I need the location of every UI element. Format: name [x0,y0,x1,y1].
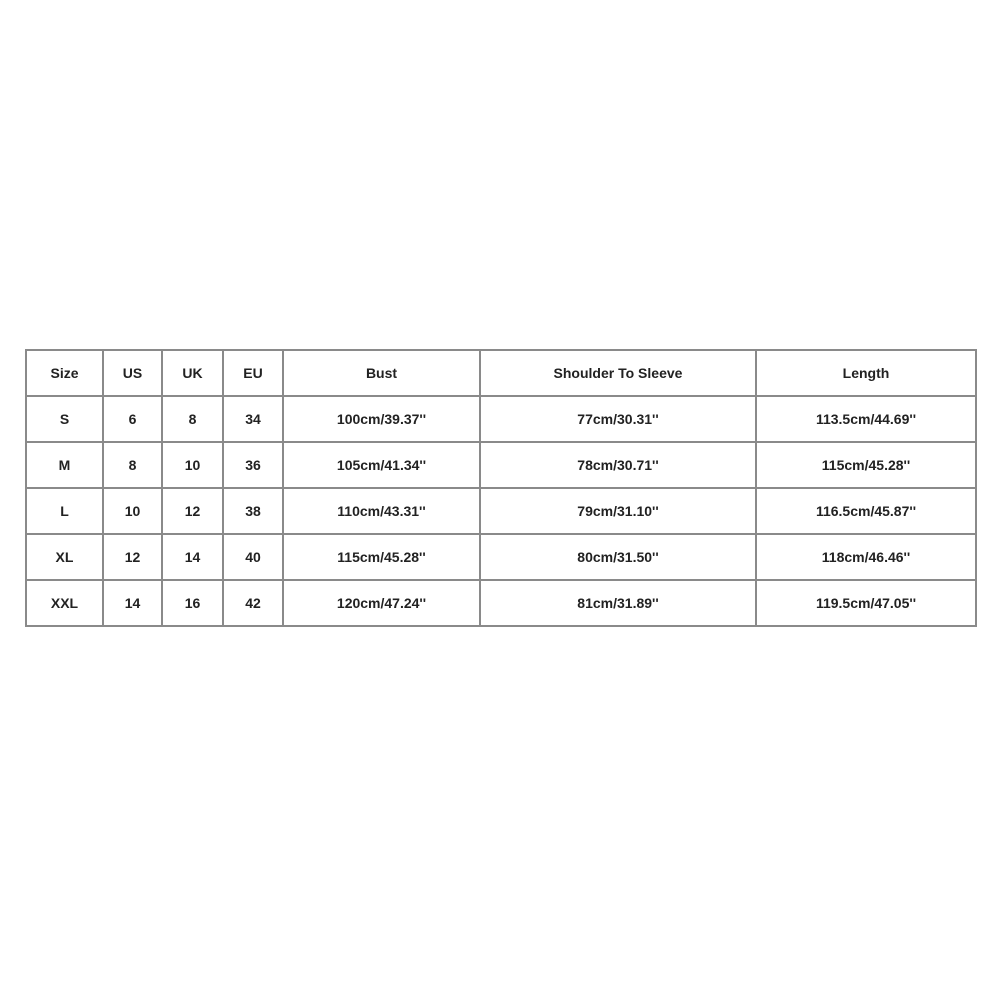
cell-uk: 14 [162,534,223,580]
cell-length: 116.5cm/45.87'' [756,488,976,534]
cell-us: 8 [103,442,162,488]
table-header-row [26,350,976,396]
cell-length: 118cm/46.46'' [756,534,976,580]
cell-length: 119.5cm/47.05'' [756,580,976,626]
cell-uk: 12 [162,488,223,534]
header-eu: EU [223,350,283,396]
header-uk: UK [162,350,223,396]
table-row [26,396,976,442]
cell-us: 14 [103,580,162,626]
cell-us: 6 [103,396,162,442]
header-bust: Bust [283,350,480,396]
table-row [26,580,976,626]
table-row [26,442,976,488]
header-length: Length [756,350,976,396]
cell-uk: 16 [162,580,223,626]
cell-shoulder-to-sleeve: 77cm/30.31'' [480,396,756,442]
header-us: US [103,350,162,396]
cell-size: S [26,396,103,442]
cell-us: 10 [103,488,162,534]
cell-bust: 115cm/45.28'' [283,534,480,580]
table-row [26,488,976,534]
cell-shoulder-to-sleeve: 81cm/31.89'' [480,580,756,626]
cell-shoulder-to-sleeve: 80cm/31.50'' [480,534,756,580]
cell-size: M [26,442,103,488]
cell-eu: 42 [223,580,283,626]
cell-size: L [26,488,103,534]
cell-shoulder-to-sleeve: 79cm/31.10'' [480,488,756,534]
cell-eu: 36 [223,442,283,488]
cell-length: 113.5cm/44.69'' [756,396,976,442]
cell-uk: 10 [162,442,223,488]
size-chart-table [25,349,977,627]
cell-size: XXL [26,580,103,626]
cell-bust: 105cm/41.34'' [283,442,480,488]
table-row [26,534,976,580]
cell-eu: 34 [223,396,283,442]
cell-shoulder-to-sleeve: 78cm/30.71'' [480,442,756,488]
cell-us: 12 [103,534,162,580]
cell-bust: 110cm/43.31'' [283,488,480,534]
cell-bust: 120cm/47.24'' [283,580,480,626]
header-size: Size [26,350,103,396]
cell-eu: 38 [223,488,283,534]
cell-length: 115cm/45.28'' [756,442,976,488]
cell-uk: 8 [162,396,223,442]
header-shoulder-to-sleeve: Shoulder To Sleeve [480,350,756,396]
cell-eu: 40 [223,534,283,580]
cell-bust: 100cm/39.37'' [283,396,480,442]
cell-size: XL [26,534,103,580]
